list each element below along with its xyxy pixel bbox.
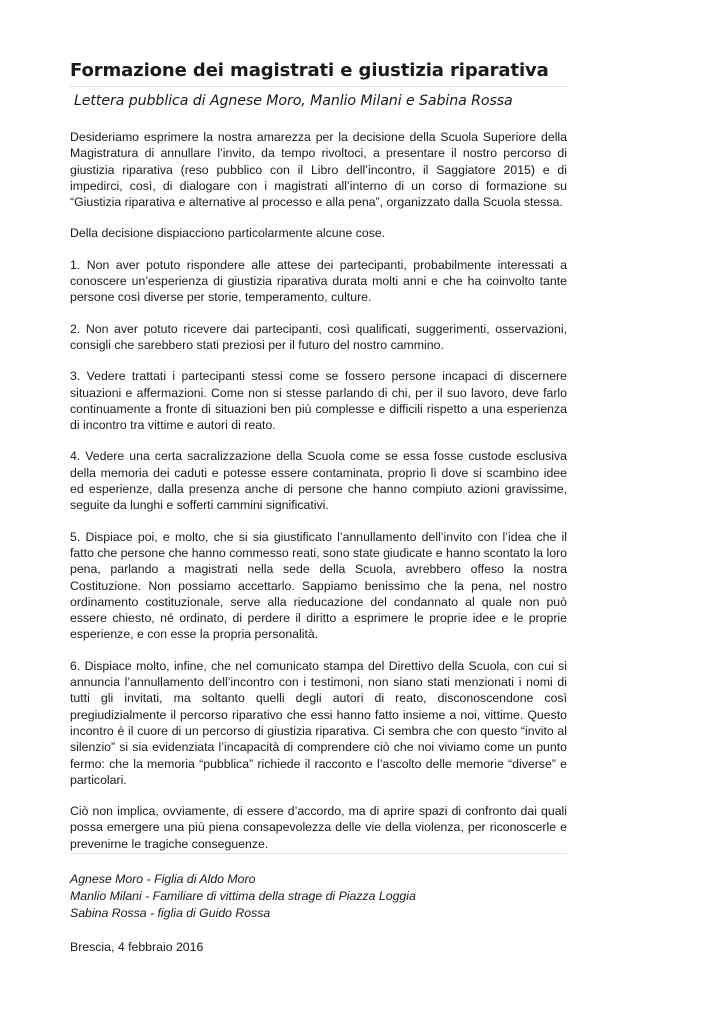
paragraph-intro: Desideriamo esprimere la nostra amarezza per la decisione della Scuola Superiore della Magistratura di annullare l’invito, da tempo rivoltoci, a presentare il nostro percorso di giustizia riparativa (reso pubblico con il Libro dell’incontro, il Saggiatore 2015) e di impedirci, così, di dialogare con i magistrati all’interno di un corso di formazione su “Giustizia riparativa e alternative al processo e alla pena”, organizzato dalla Scuola stessa.	[70, 130, 567, 210]
document-date: Brescia, 4 febbraio 2016	[70, 939, 204, 954]
document-subtitle: Lettera pubblica di Agnese Moro, Manlio Milani e Sabina Rossa	[74, 93, 513, 109]
document-title: Formazione dei magistrati e giustizia riparativa	[70, 60, 549, 81]
paragraph-point-5: 5. Dispiace poi, e molto, che si sia giustificato l’annullamento dell’invito con l’idea che il fatto che persone che hanno commesso reati, sono state giudicate e hanno scontato la loro pena, parlando a magistrati nella sede della Scuola, avrebbero offeso la nostra Costituzione. Non possiamo accettarlo. Sappiamo benissimo che la pena, nel nostro ordinamento costituzionale, serve alla rieducazione del condannato al quale non può essere chiesto, né ordinato, di perdere il diritto a esprimere le proprie idee e le proprie esperienze, e con esse la propria personalità.	[70, 529, 567, 642]
paragraph-point-3: 3. Vedere trattati i partecipanti stessi come se fossero persone incapaci di discernere situazioni e affermazioni. Come non si stesse parlando di chi, per il suo lavoro, deve farlo continuamente a fronte di situazioni ben più complesse e difficili rispetto a una esperienza di incontro tra vittime e autori di reato.	[70, 369, 567, 433]
title-divider	[70, 86, 567, 87]
paragraph-point-6: 6. Dispiace molto, infine, che nel comunicato stampa del Direttivo della Scuola, con cui si annuncia l’annullamento dell’incontro con i testimoni, non siano stati menzionati i nomi di tutti gli invitati, ma soltanto quelli degli autori di reato, disconoscendone così pregiudizialmente il percorso riparativo che essi hanno fatto insieme a noi, vittime. Questo incontro è il cuore di un percorso di giustizia riparativa. Ci sembra che con questo “invito al silenzio” si sia evidenziata l’incapacità di comprendere ciò che noi viviamo come un punto fermo: che la memoria “pubblica” richiede il racconto e l’ascolto delle memorie “diverse” e particolari.	[70, 658, 567, 787]
letter-body	[70, 129, 567, 852]
signature-line: Agnese Moro - Figlia di Aldo Moro	[70, 871, 256, 886]
paragraph-point-2: 2. Non aver potuto ricevere dai partecipanti, così qualificati, suggerimenti, osservazioni, consigli che sarebbero stati preziosi per il futuro del nostro cammino.	[70, 321, 567, 352]
paragraph-point-1: 1. Non aver potuto rispondere alle attese dei partecipanti, probabilmente interessati a conoscere un’esperienza di giustizia riparativa durata molti anni e che ha coinvolto tante persone così diverse per storie, temperamento, culture.	[70, 257, 567, 305]
signature-line: Sabina Rossa - figlia di Guido Rossa	[70, 906, 271, 921]
paragraph-conclusion: Ciò non implica, ovviamente, di essere d’accordo, ma di aprire spazi di confronto dai quali possa emergere una più piena consapevolezza delle vie della violenza, per riconoscerle e prevenirne le tragiche conseguenze.	[70, 804, 567, 851]
paragraph-lead-in: Della decisione dispiacciono particolarmente alcune cose.	[70, 226, 386, 241]
paragraph-point-4: 4. Vedere una certa sacralizzazione della Scuola come se essa fosse custode esclusiva della memoria dei caduti e potesse essere contaminata, proprio lì dove si scambino idee ed esperienze, dalla presenza anche di persone che hanno compiuto azioni gravissime, seguite da lunghi e sofferti cammini significativi.	[70, 449, 567, 513]
document-page	[70, 58, 567, 956]
signature-block	[70, 871, 567, 923]
body-end-divider	[70, 853, 567, 854]
signature-line: Manlio Milani - Familiare di vittima della strage di Piazza Loggia	[70, 889, 416, 904]
